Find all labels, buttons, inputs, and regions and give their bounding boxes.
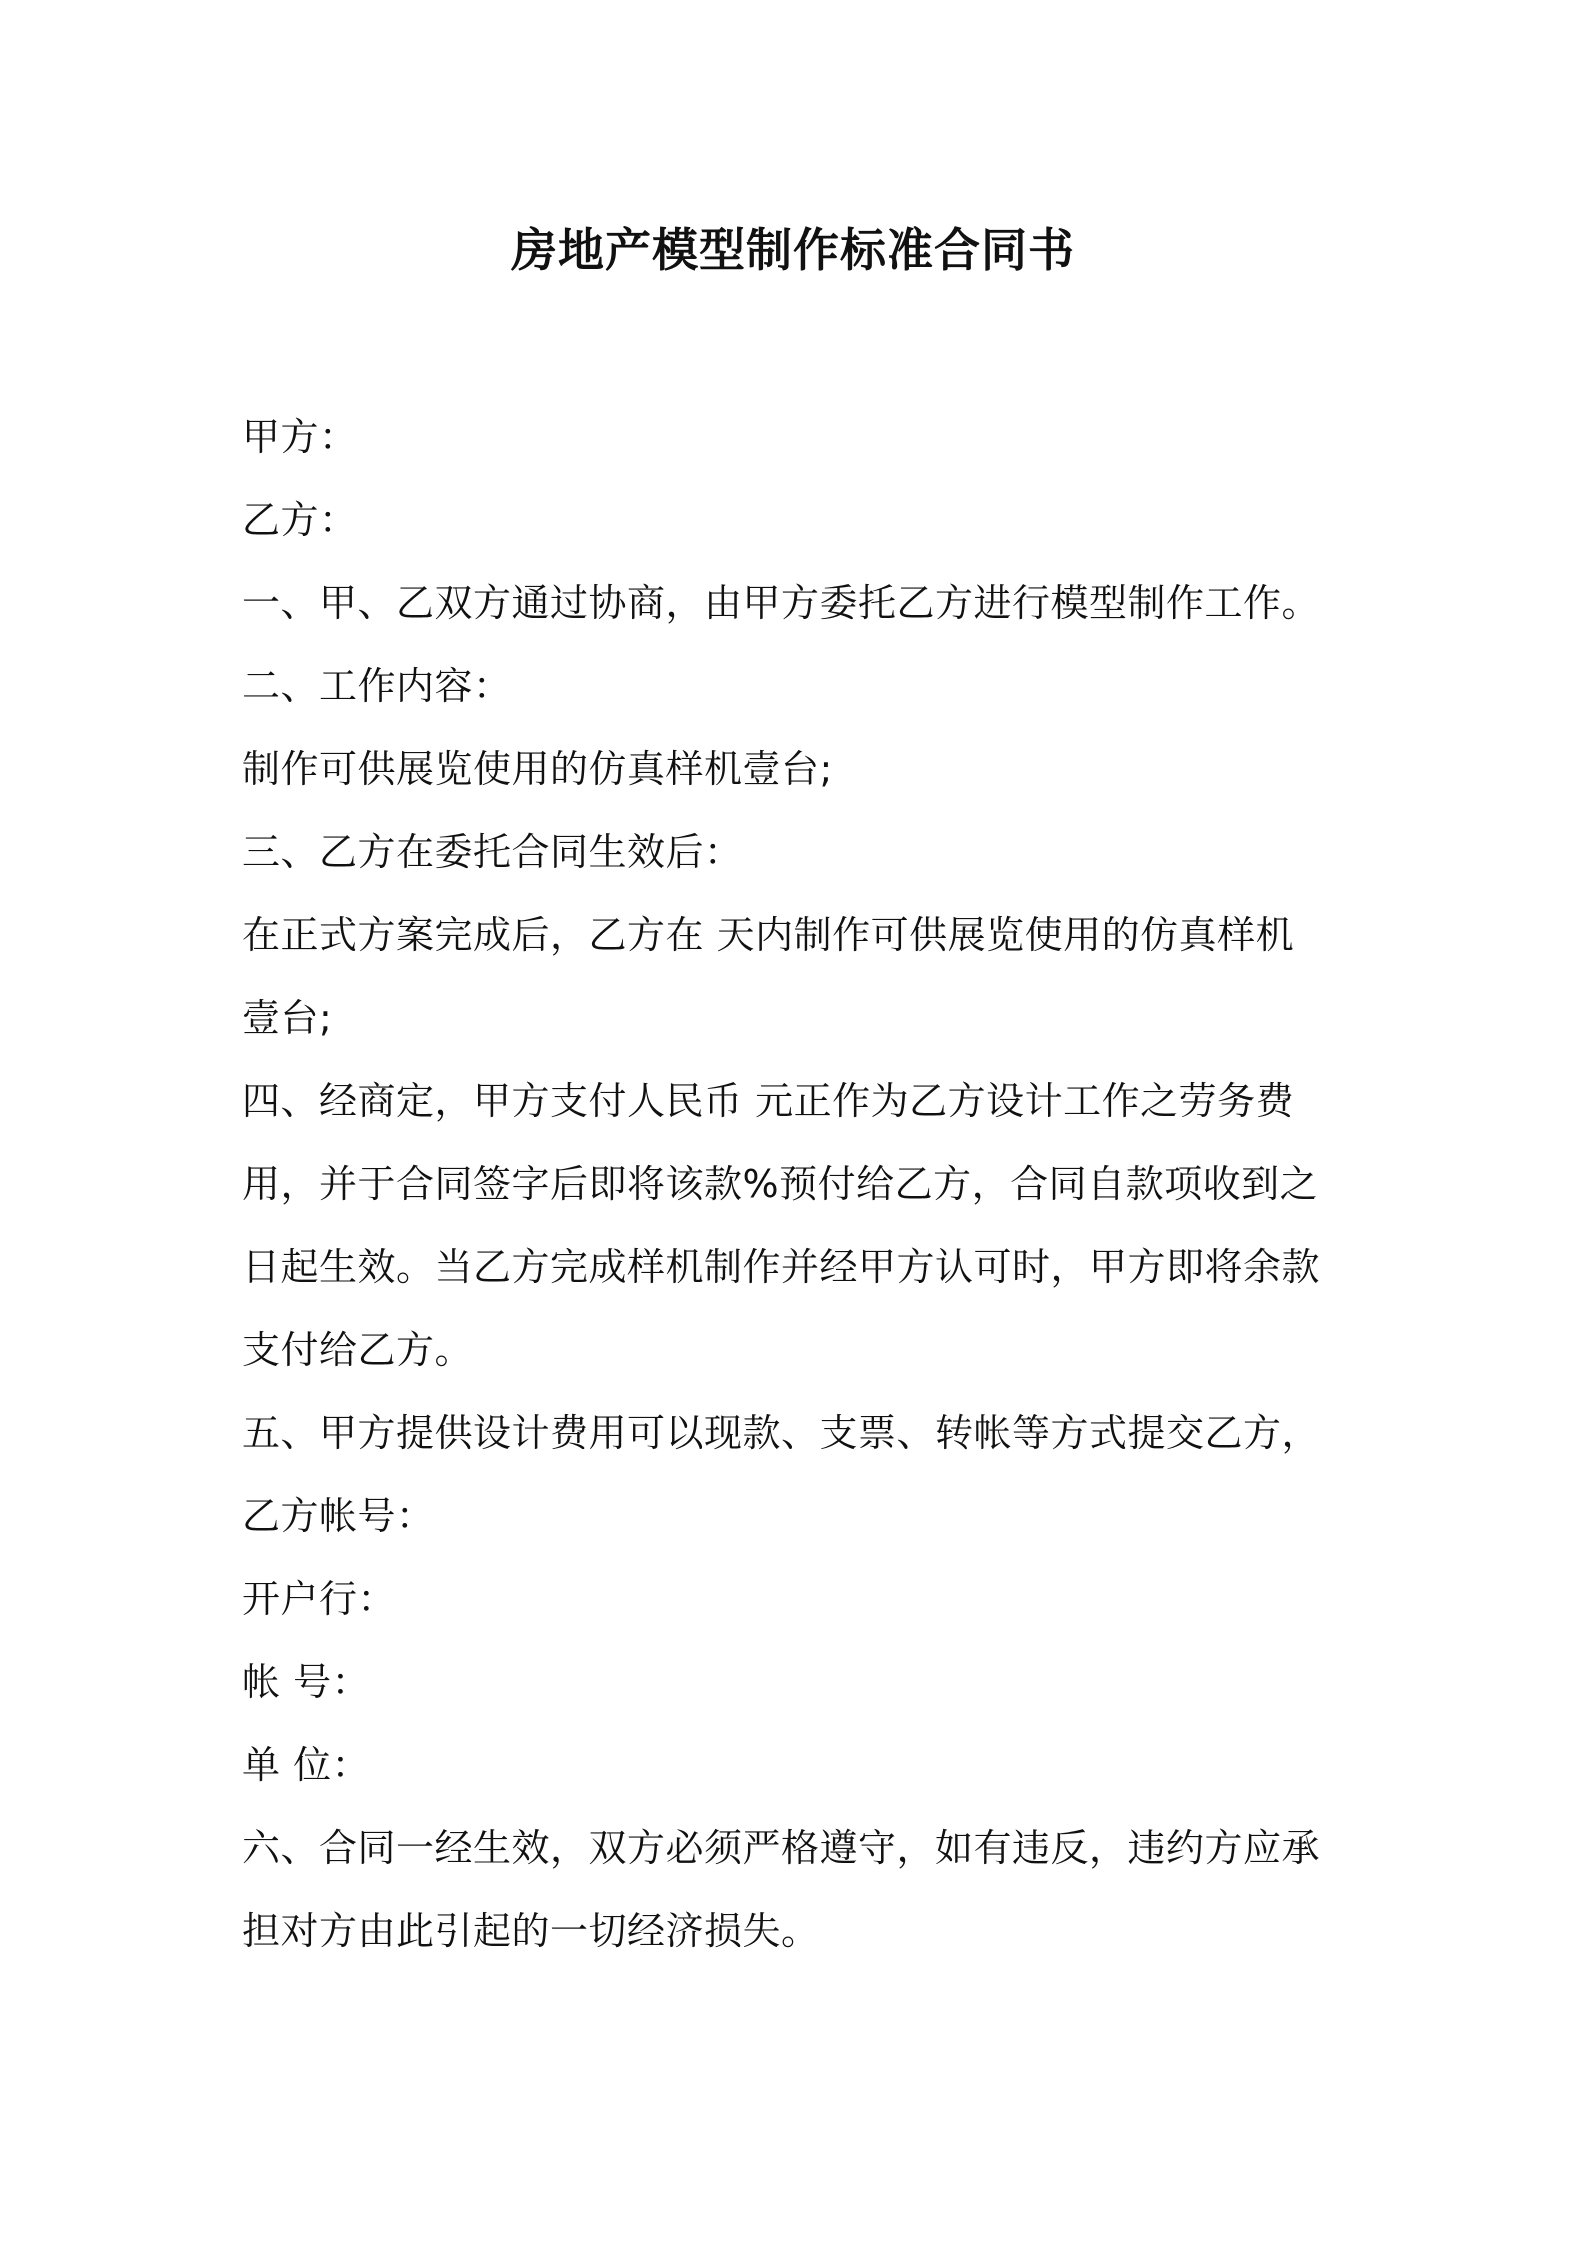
bank-field: 开户行： <box>242 1577 397 1621</box>
clause-4-line-4: 支付给乙方。 <box>242 1328 474 1372</box>
party-b-line: 乙方： <box>242 498 358 542</box>
clause-4-line-3: 日起生效。当乙方完成样机制作并经甲方认可时，甲方即将余款 <box>242 1245 1321 1289</box>
clause-2-heading: 二、工作内容： <box>242 664 512 708</box>
clause-4-line-1: 四、经商定，甲方支付人民币 元正作为乙方设计工作之劳务费 <box>242 1079 1295 1123</box>
clause-2-content: 制作可供展览使用的仿真样机壹台; <box>242 747 833 791</box>
clause-5-line-1: 五、甲方提供设计费用可以现款、支票、转帐等方式提交乙方， <box>242 1411 1321 1455</box>
unit-field: 单 位： <box>242 1743 371 1787</box>
clause-3-content-line-1: 在正式方案完成后，乙方在 天内制作可供展览使用的仿真样机 <box>242 913 1295 957</box>
clause-1-line: 一、甲、乙双方通过协商，由甲方委托乙方进行模型制作工作。 <box>242 581 1321 625</box>
clause-5-account-label: 乙方帐号： <box>242 1494 435 1538</box>
clause-6-line-2: 担对方由此引起的一切经济损失。 <box>242 1909 820 1953</box>
clause-4-line-2: 用，并于合同签字后即将该款%预付给乙方，合同自款项收到之 <box>242 1162 1319 1206</box>
document-title: 房地产模型制作标准合同书 <box>511 223 1075 277</box>
clause-3-heading: 三、乙方在委托合同生效后： <box>242 830 743 874</box>
clause-3-content-line-2: 壹台; <box>242 996 333 1040</box>
account-number-field: 帐 号： <box>242 1660 371 1704</box>
clause-6-line-1: 六、合同一经生效，双方必须严格遵守，如有违反，违约方应承 <box>242 1826 1321 1870</box>
party-a-line: 甲方： <box>242 415 358 459</box>
